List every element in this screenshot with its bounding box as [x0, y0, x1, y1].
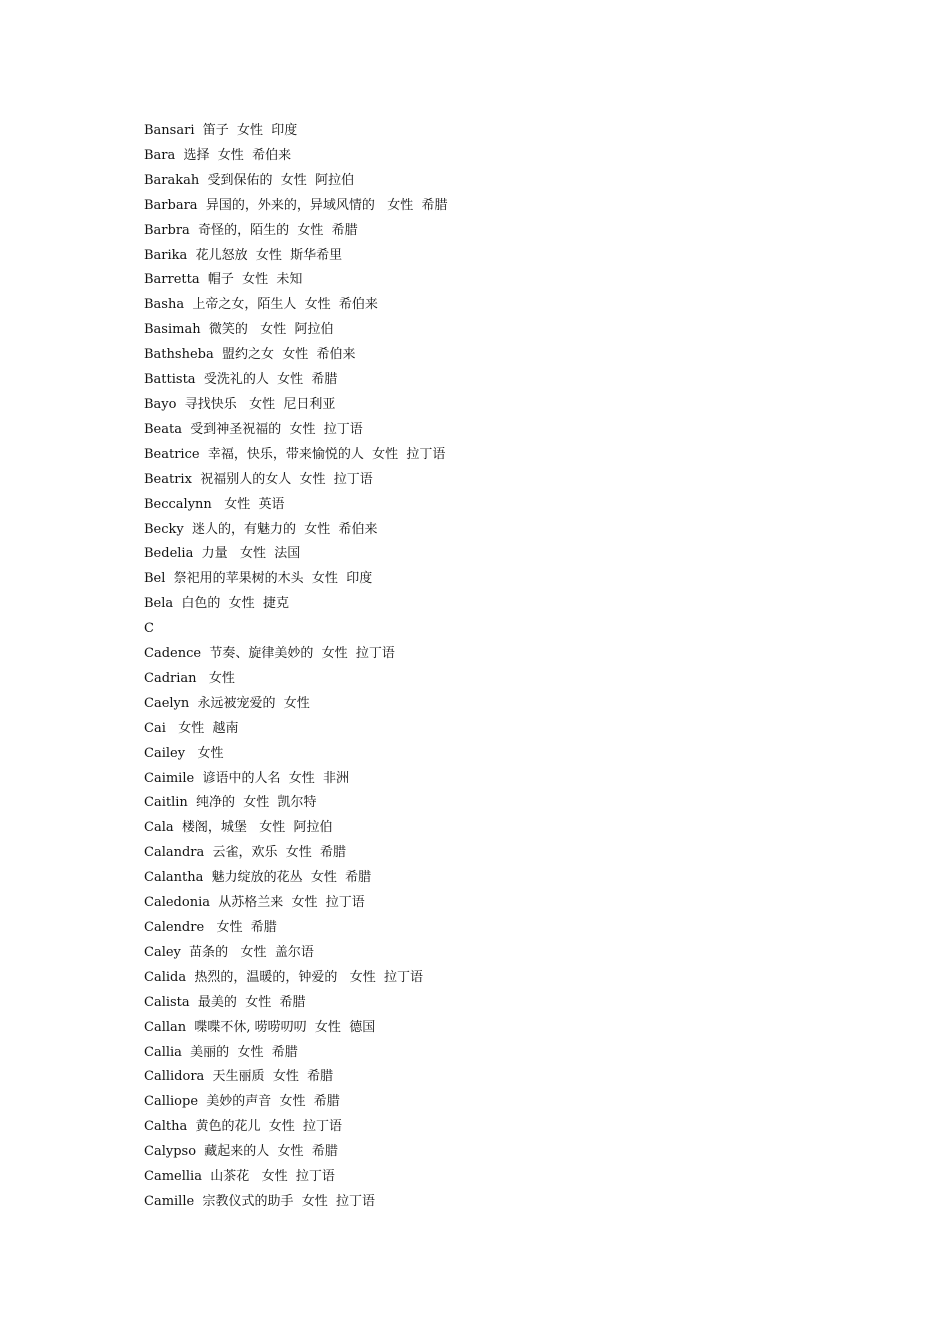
- name-entry-line: Camille 宗教仪式的助手 女性 拉丁语: [144, 1193, 375, 1209]
- name-entry-line: Barakah 受到保佑的 女性 阿拉伯: [144, 172, 355, 188]
- name-entry-line: Caitlin 纯净的 女性 凯尔特: [144, 795, 317, 811]
- name-entry-line: Caelyn 永远被宠爱的 女性: [144, 695, 310, 711]
- name-entry-line: Beccalynn 女性 英语: [144, 496, 285, 512]
- name-entry-line: Camellia 山茶花 女性 拉丁语: [144, 1169, 335, 1185]
- name-entry-line: Calida 热烈的，温暖的，钟爱的 女性 拉丁语: [144, 969, 424, 985]
- name-entry-line: Calendre 女性 希腊: [144, 920, 277, 935]
- name-entry-line: Cadence 节奏、旋律美妙的 女性 拉丁语: [144, 646, 395, 662]
- name-entry-line: Beata 受到神圣祝福的 女性 拉丁语: [144, 421, 363, 437]
- name-entry-line: Becky 迷人的，有魅力的 女性 希伯来: [144, 521, 378, 537]
- name-entry-line: Cailey 女性: [144, 745, 224, 761]
- name-entry-line: Bansari 笛子 女性 印度: [144, 123, 298, 138]
- name-entry-line: Barbara 异国的，外来的，异域风情的 女性 希腊: [144, 197, 448, 213]
- name-entry-line: Caley 苗条的 女性 盖尔语: [144, 944, 314, 960]
- name-entry-line: Beatrix 祝福别人的女人 女性 拉丁语: [144, 471, 373, 487]
- name-entry-line: Callia 美丽的 女性 希腊: [144, 1044, 298, 1060]
- name-entry-line: Beatrice 幸福，快乐，带来愉悦的人 女性 拉丁语: [144, 446, 446, 462]
- name-entry-line: Barbra 奇怪的，陌生的 女性 希腊: [144, 222, 358, 238]
- name-entry-line: Cadrian 女性: [144, 670, 235, 686]
- name-entry-line: Bel 祭祀用的苹果树的木头 女性 印度: [144, 571, 373, 587]
- name-entry-line: Caledonia 从苏格兰来 女性 拉丁语: [144, 895, 365, 911]
- name-entry-line: Cai 女性 越南: [144, 720, 239, 736]
- name-entry-line: Basha 上帝之女，陌生人 女性 希伯来: [144, 297, 378, 313]
- name-entry-line: Bedelia 力量 女性 法国: [144, 546, 301, 562]
- name-entry-line: Cala 楼阁，城堡 女性 阿拉伯: [144, 820, 333, 836]
- name-entry-line: Bayo 寻找快乐 女性 尼日利亚: [144, 396, 336, 412]
- name-entry-line: Bara 选择 女性 希伯来: [144, 147, 292, 163]
- name-entry-line: Calandra 云雀，欢乐 女性 希腊: [144, 845, 347, 861]
- name-entry-line: Bathsheba 盟约之女 女性 希伯来: [144, 347, 356, 363]
- name-entry-line: Callidora 天生丽质 女性 希腊: [144, 1069, 334, 1085]
- name-entry-line: Battista 受洗礼的人 女性 希腊: [144, 372, 338, 388]
- name-entry-line: Caimile 谚语中的人名 女性 非洲: [144, 770, 349, 786]
- name-entry-line: Calantha 魅力绽放的花丛 女性 希腊: [144, 870, 372, 886]
- name-entry-line: Calypso 藏起来的人 女性 希腊: [144, 1144, 338, 1160]
- name-entry-line: Callan 喋喋不休, 唠唠叨叨 女性 德国: [144, 1019, 376, 1035]
- name-entry-line: Basimah 微笑的 女性 阿拉伯: [144, 322, 334, 338]
- name-entry-line: Bela 白色的 女性 捷克: [144, 596, 289, 612]
- name-entry-line: Caltha 黄色的花儿 女性 拉丁语: [144, 1119, 342, 1135]
- name-entry-line: Calliope 美妙的声音 女性 希腊: [144, 1094, 340, 1110]
- name-entry-line: Barretta 帽子 女性 未知: [144, 272, 303, 288]
- document-body: [144, 119, 904, 1215]
- name-entry-line: Calista 最美的 女性 希腊: [144, 994, 306, 1010]
- name-entry-line: C: [144, 621, 154, 637]
- name-entry-line: Barika 花儿怒放 女性 斯华希里: [144, 247, 343, 263]
